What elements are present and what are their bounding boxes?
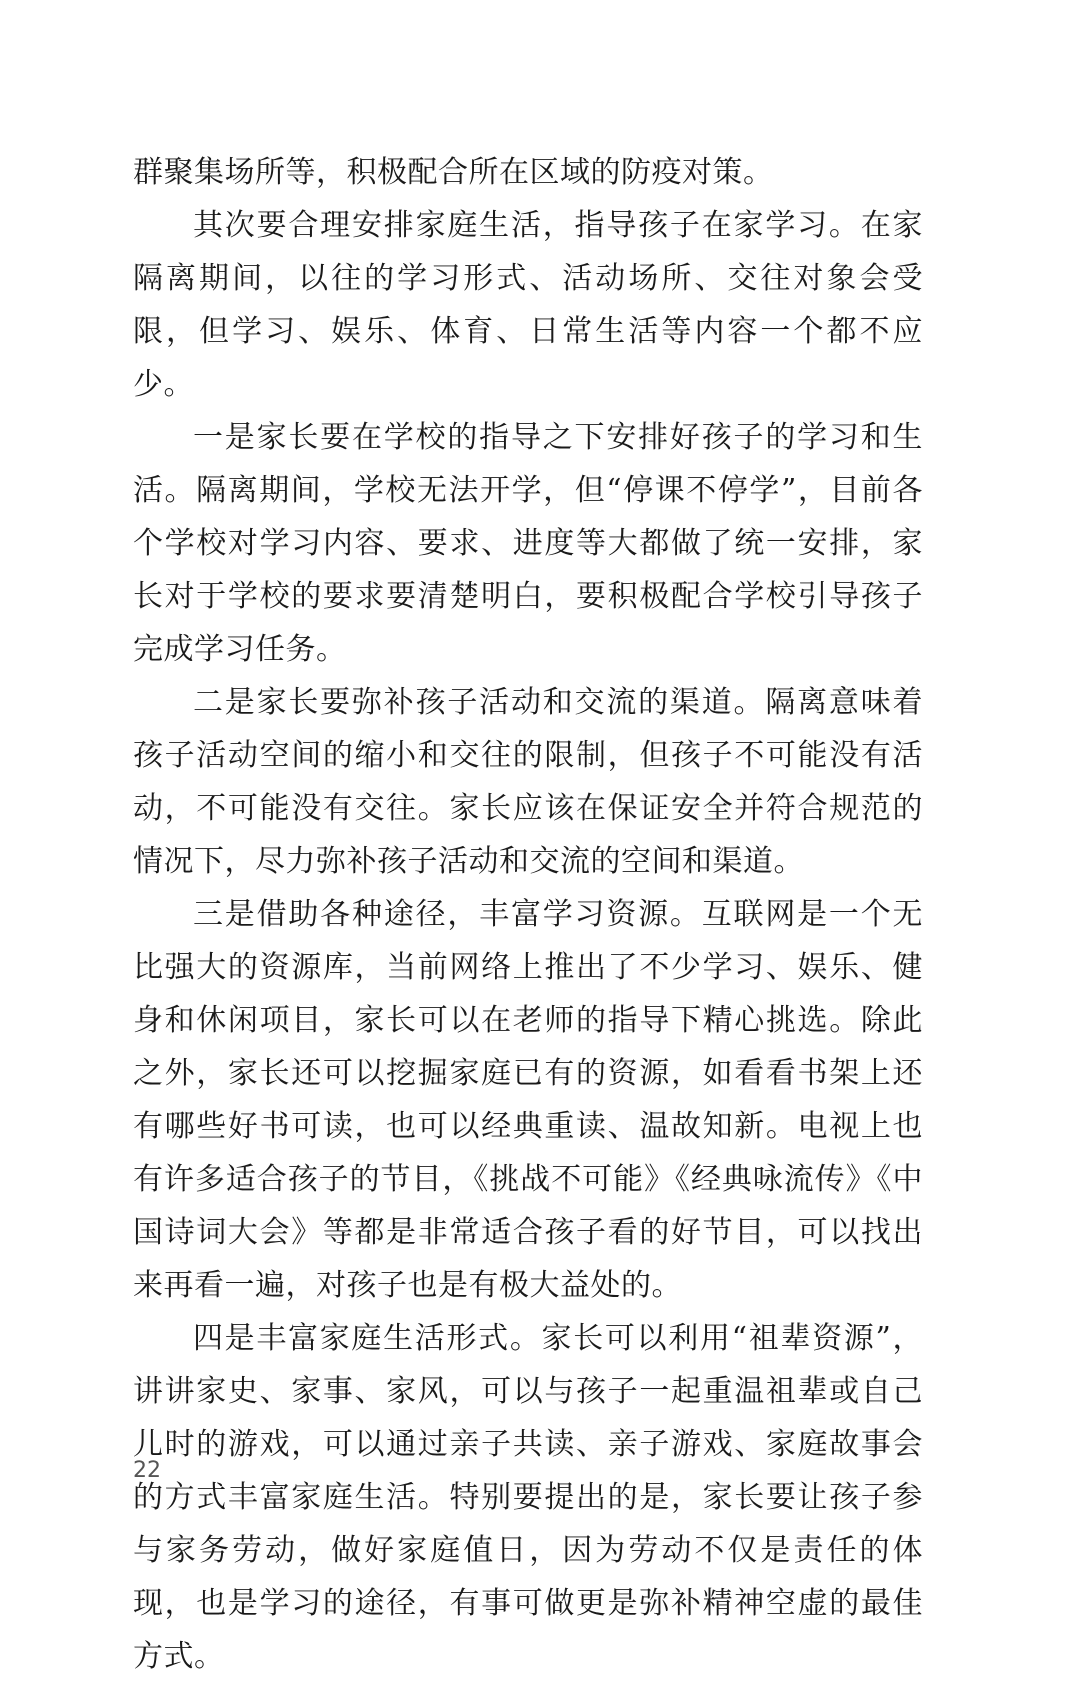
paragraph-point-two: 二是家长要弥补孩子活动和交流的渠道。隔离意味着孩子活动空间的缩小和交往的限制，但孩子不可能没有活动，不可能没有交往。家长应该在保证安全并符合规范的情况下，尽力弥补孩子活动和交流的空间和渠道。 [133,685,923,879]
paragraph-point-three: 三是借助各种途径，丰富学习资源。互联网是一个无比强大的资源库，当前网络上推出了不少学习、娱乐、健身和休闲项目，家长可以在老师的指导下精心挑选。除此之外，家长还可以挖掘家庭已有的资源，如看看书架上还有哪些好书可读，也可以经典重读、温故知新。电视上也有许多适合孩子的节目，《挑战不可能》《经典咏流传》《中国诗词大会》等都是非常适合孩子看的好节目，可以找出来再看一遍，对孩子也是有极大益处的。 [133,897,923,1303]
body-text [133,146,923,1683]
paragraph-point-four: 四是丰富家庭生活形式。家长可以利用“祖辈资源”，讲讲家史、家事、家风，可以与孩子一起重温祖辈或自己儿时的游戏，可以通过亲子共读、亲子游戏、家庭故事会的方式丰富家庭生活。特别要提出的是，家长要让孩子参与家务劳动，做好家庭值日，因为劳动不仅是责任的体现，也是学习的途径，有事可做更是弥补精神空虚的最佳方式。 [133,1321,923,1674]
page-number: 22 [133,1458,161,1483]
paragraph-continued: 群聚集场所等，积极配合所在区域的防疫对策。 [133,155,774,190]
paragraph-point-one: 一是家长要在学校的指导之下安排好孩子的学习和生活。隔离期间，学校无法开学，但“停课不停学”，目前各个学校对学习内容、要求、进度等大都做了统一安排，家长对于学校的要求要清楚明白，要积极配合学校引导孩子完成学习任务。 [133,420,923,667]
paragraph-family-life: 其次要合理安排家庭生活，指导孩子在家学习。在家隔离期间，以往的学习形式、活动场所、交往对象会受限，但学习、娱乐、体育、日常生活等内容一个都不应少。 [133,208,923,402]
